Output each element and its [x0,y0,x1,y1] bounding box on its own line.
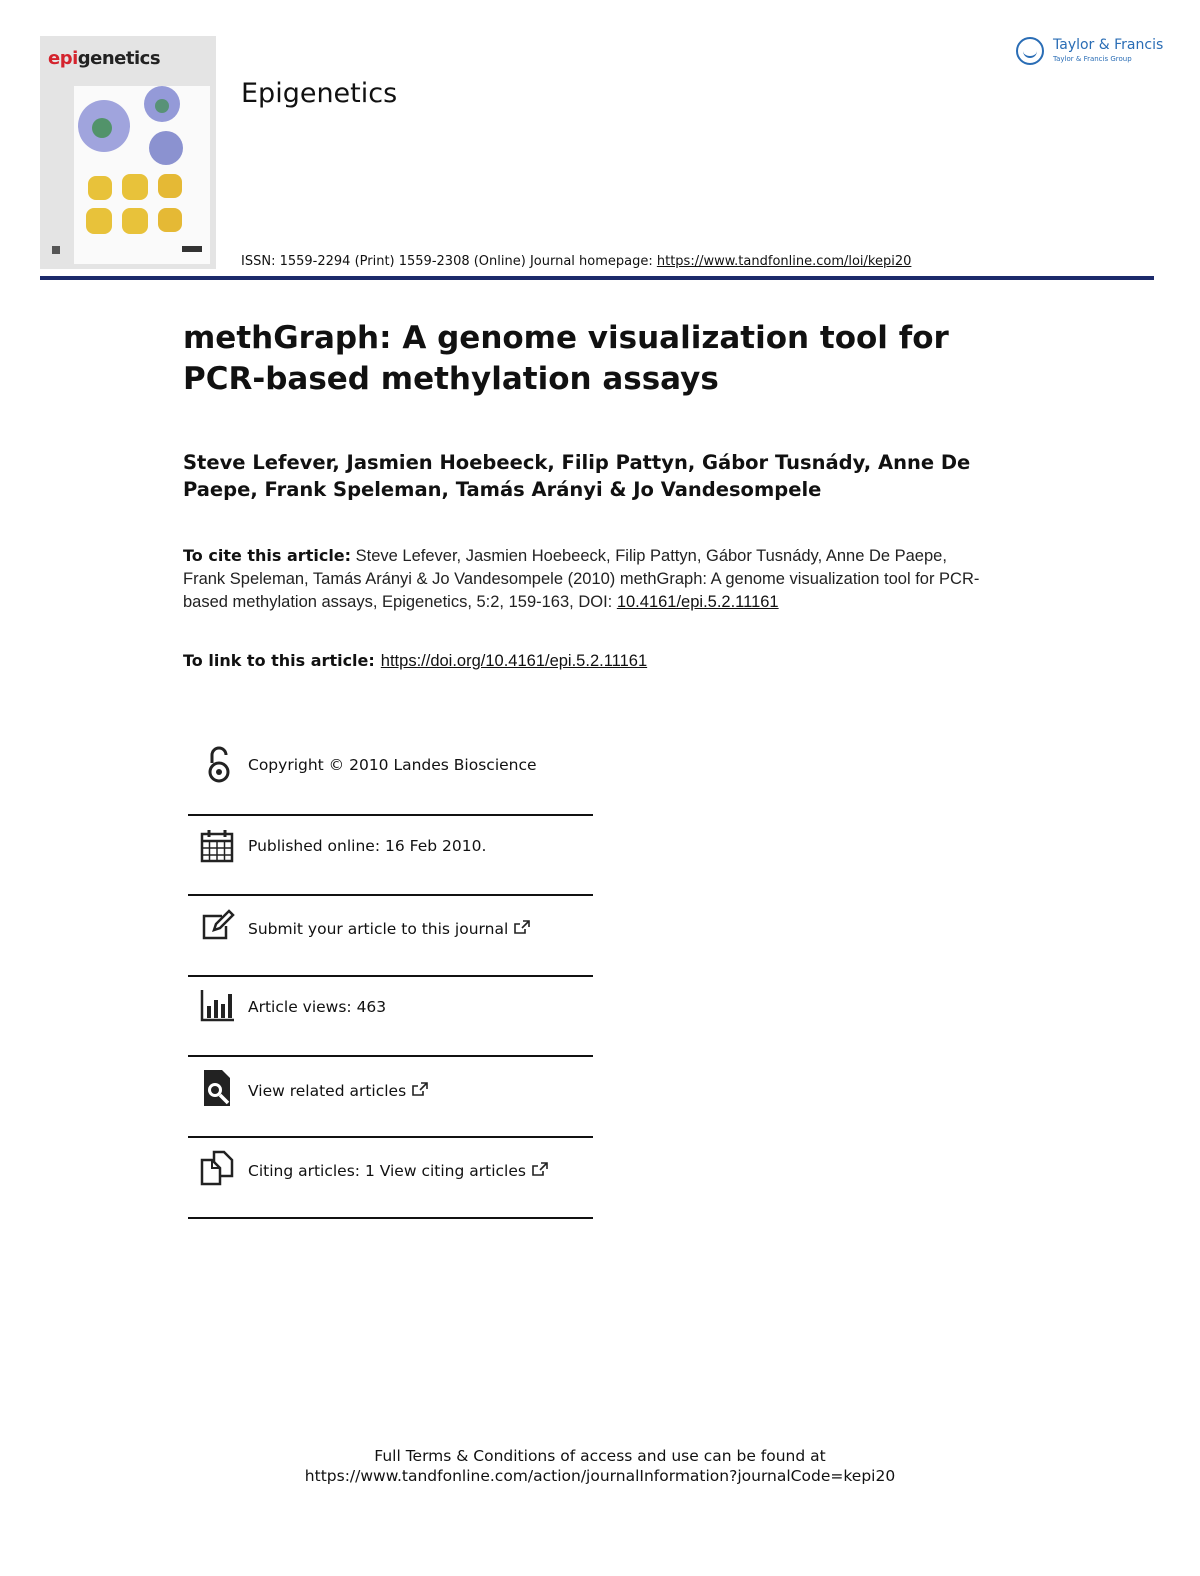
article-link-line [183,651,647,671]
citing-articles-text: Citing articles: 1 View citing articles [248,1162,526,1180]
journal-name: Epigenetics [241,78,398,109]
journal-cover-image [40,36,216,269]
cover-publisher-mark [182,246,202,252]
submit-article-link[interactable] [248,920,530,938]
divider [188,1217,593,1219]
divider [188,814,593,816]
external-link-icon [514,920,530,938]
related-articles-link[interactable] [248,1082,428,1100]
published-row [188,828,593,868]
divider [188,975,593,977]
footer-terms-link[interactable]: https://www.tandfonline.com/action/journalInformation?journalCode=kepi20 [304,1467,896,1485]
citation-block [183,544,983,614]
copyright-text: Copyright © 2010 Landes Bioscience [248,756,537,774]
citing-row[interactable] [188,1150,593,1190]
divider [188,1136,593,1138]
header-divider [40,276,1154,280]
cover-artwork [74,86,210,264]
issn-line [241,254,911,269]
taylor-francis-logo [1016,37,1166,71]
published-date-text: Published online: 16 Feb 2010. [248,837,487,855]
article-title: methGraph: A genome visualization tool for PCR-based methylation assays [183,320,949,397]
citing-articles-link[interactable] [248,1162,548,1180]
copyright-row [188,746,593,786]
open-access-icon [200,746,236,782]
external-link-icon [532,1162,548,1180]
citation-text: Steve Lefever, Jasmien Hoebeeck, Filip Pattyn, Gábor Tusnády, Anne De Paepe, Frank Speleman, Tamás Arányi & Jo Vandesompele (2010) methGraph: A genome visualization tool for PCR-based methylation assays, Epigenetics, 5:2, 159-163, DOI: [183,547,980,611]
views-row [188,988,593,1028]
external-link-icon [412,1082,428,1100]
bar-chart-icon [200,988,236,1024]
article-doi-link[interactable]: https://doi.org/10.4161/epi.5.2.11161 [380,652,648,670]
article-authors: Steve Lefever, Jasmien Hoebeeck, Filip Pattyn, Gábor Tusnády, Anne De Paepe, Frank Speleman, Tamás Arányi & Jo Vandesompele [183,451,971,501]
submit-article-text: Submit your article to this journal [248,920,509,938]
article-views-text: Article views: 463 [248,998,387,1016]
divider [188,1055,593,1057]
publisher-tagline: Taylor & Francis Group [1053,55,1132,63]
related-articles-text: View related articles [248,1082,407,1100]
cover-mark [52,246,60,254]
cover-logo: epigenetics [48,48,161,69]
journal-homepage-link[interactable]: https://www.tandfonline.com/loi/kepi20 [656,254,912,269]
divider [188,894,593,896]
search-document-icon [200,1068,236,1104]
calendar-icon [200,828,236,864]
footer-terms-text: Full Terms & Conditions of access and use can be found at [374,1447,826,1465]
edit-icon [200,908,236,944]
citation-label: To cite this article: [183,546,352,565]
article-link-label: To link to this article: [183,651,375,670]
citing-icon [200,1150,236,1186]
related-row[interactable] [188,1068,593,1112]
issn-text: ISSN: 1559-2294 (Print) 1559-2308 (Online) Journal homepage: [241,254,657,269]
cover-artwork-graphic [74,86,210,264]
footer [0,1446,1200,1486]
citation-doi-link[interactable]: 10.4161/epi.5.2.11161 [616,593,779,611]
submit-row[interactable] [188,908,593,948]
publisher-name: Taylor & Francis [1053,37,1164,53]
publisher-logo-icon [1016,37,1044,65]
